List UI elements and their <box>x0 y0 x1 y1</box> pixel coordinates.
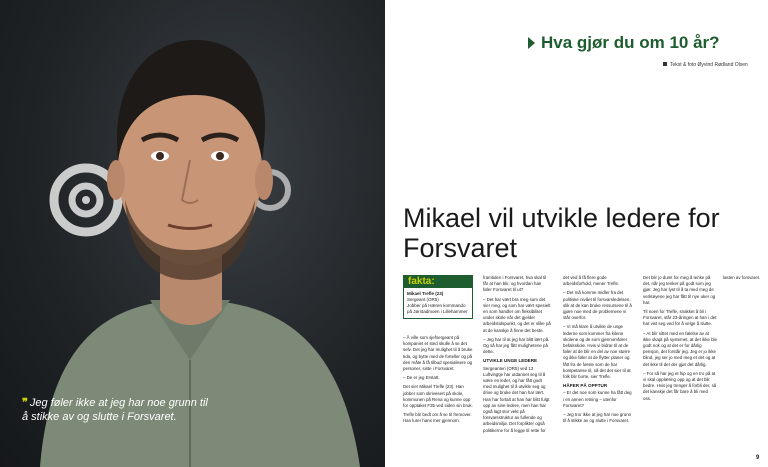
series-title <box>528 33 720 53</box>
article-column-4 <box>643 275 717 455</box>
article-column-5 <box>723 275 761 455</box>
play-arrow-icon <box>528 37 535 49</box>
series-title-text: Hva gjør du om 10 år? <box>541 33 720 52</box>
fakta-name: Mikael Trefle (23) <box>407 291 444 296</box>
paragraph: – Vi må klare å utvikle de unge lederne som kommer fra kilene skolene og de som gjennomfører befalsskole. Hvis vi bidrar til at de føler at de blir en del av noe større og ikke føler at de flytter planer og fått fra de første som de har kompetanse til, så det det sier til at folk blir borte, sier Trefle. <box>563 324 631 380</box>
paragraph: – At blir sittet med en følelse av at ikke skapt på systemet, at det ikke ble godt nok og at det er for dårlig pensjon, det forstår jeg. Jeg er jo ikke blind, jeg ser jo med meg et det og at det ikke til det der gjør det dårlig. <box>643 330 717 367</box>
paragraph: – Er det noe som kunne ha fått deg i en annen retning – utenfor Forsvaret? <box>563 390 632 408</box>
subhead-utvikle: UTVIKLE UNGE LEDERE <box>483 358 538 364</box>
paragraph: Det blir jo dumt for meg å tenke på det, når jeg tenker på godt som jeg gjør. Jeg har lyst til å ta med meg de verktøyene jeg har fått til nye uker og har. <box>643 275 716 305</box>
paragraph: Trefle blir bedt om å se til fremover. Han lurer hans mer gjennom. <box>403 412 472 424</box>
paragraph: – Å ville som sjefsergeant på kompaniet et sted skulle å se det selv. Det jeg har mulighet til å bruke tida, og bytte med de forteller og på den måte å få tilbud spesialisere og personer, siste i Forsvaret. <box>403 335 473 372</box>
fakta-rank: Sergeant (OR5) <box>407 297 439 302</box>
paragraph: – Jeg har til at jeg har blitt lært på. Og så har jeg fått mulighetene på dette. <box>483 336 550 355</box>
paragraph: – Det har vært bra meg som det sier meg, og som har vært spesielt en som handler om fleksibilitet under skole når det gjelder arbeidstidspunkt, og det er slike på at de kanskje å finne det beste. <box>483 296 551 333</box>
fakta-heading: fakta: <box>403 275 473 288</box>
byline-text: Tekst & foto Øyvind Rødland Olsen <box>670 62 748 68</box>
article-column-2 <box>483 275 551 455</box>
paragraph: lasten av forsvaret. <box>723 275 761 280</box>
byline <box>663 62 748 68</box>
paragraph: Det sier Mikael Trefle (23). Han jobber som skrivesert på skole, kommunen på Rena og kunne opp for opptaket F35 ved siden sin bruk. <box>403 384 473 409</box>
paragraph: – Jeg tror ikke at jeg har noe grunn til å stikke av og slutte i Forsvaret. <box>563 412 632 424</box>
article-column-1 <box>403 335 475 455</box>
quote-mark-icon: ❞ <box>22 397 28 409</box>
paragraph: framtiden i Forsvaret, hva skal til får at han blir, og hvordan han føler Forsvaret til ut? <box>483 275 547 293</box>
paragraph: – De er jeg Erstatt. <box>403 375 440 381</box>
pull-quote-text: Jeg føler ikke at jeg har noe grunn til å stikke av og slutte i Forsvaret. <box>22 397 208 423</box>
article-page <box>385 0 768 467</box>
fakta-body <box>403 288 473 319</box>
article-column-3 <box>563 275 633 455</box>
square-bullet-icon <box>663 62 667 66</box>
paragraph: – For så har jeg et hip og en tro på at vi skal opplæring opp og at det blir bedre. Hvis jeg trenger å forbli der, så det kanskje det får bare å bli med oss. <box>643 370 717 401</box>
fakta-unit: Jobber på Hæren kommando på Jørstadmoen i Lillehammer <box>407 303 468 314</box>
paragraph: Til noen for Trefle, snakket å bli i Forsvaret, står 23-åringen at han i det har vist seg ved for å velge å slutte. <box>643 309 717 327</box>
headline: Mikael vil utvikle ledere for Forsvaret <box>403 203 720 263</box>
paragraph: – Det må komme midler fra det politiske nivået til forsvarsledelsen, slik at de kan bruke ressursene til å gjøre noe med de problemene vi står overfor. <box>563 290 632 321</box>
pull-quote <box>22 396 212 424</box>
subhead-haaper: HÅPER PÅ OPPTUR <box>563 383 608 389</box>
paragraph: det ved å få flere gode arbeidsforhold, mener Trefle. <box>563 275 620 287</box>
fakta-box <box>403 275 473 319</box>
page-number: 9 <box>756 455 760 461</box>
paragraph: Sergeanten (OR5) ved 13 Luftvingtje har utdannet seg til å være en leder, og har fått godt med mulighet til å utvikle seg og drive og bruke det han har lært. Han har fortalt at han har blitt fulgt opp av sine ledere, men han har også lagt stor vekt på forsvarsstruktur av fullende og arbeidsmiljø. Det forplikter også politikerne for å legge til rette for <box>483 365 550 433</box>
